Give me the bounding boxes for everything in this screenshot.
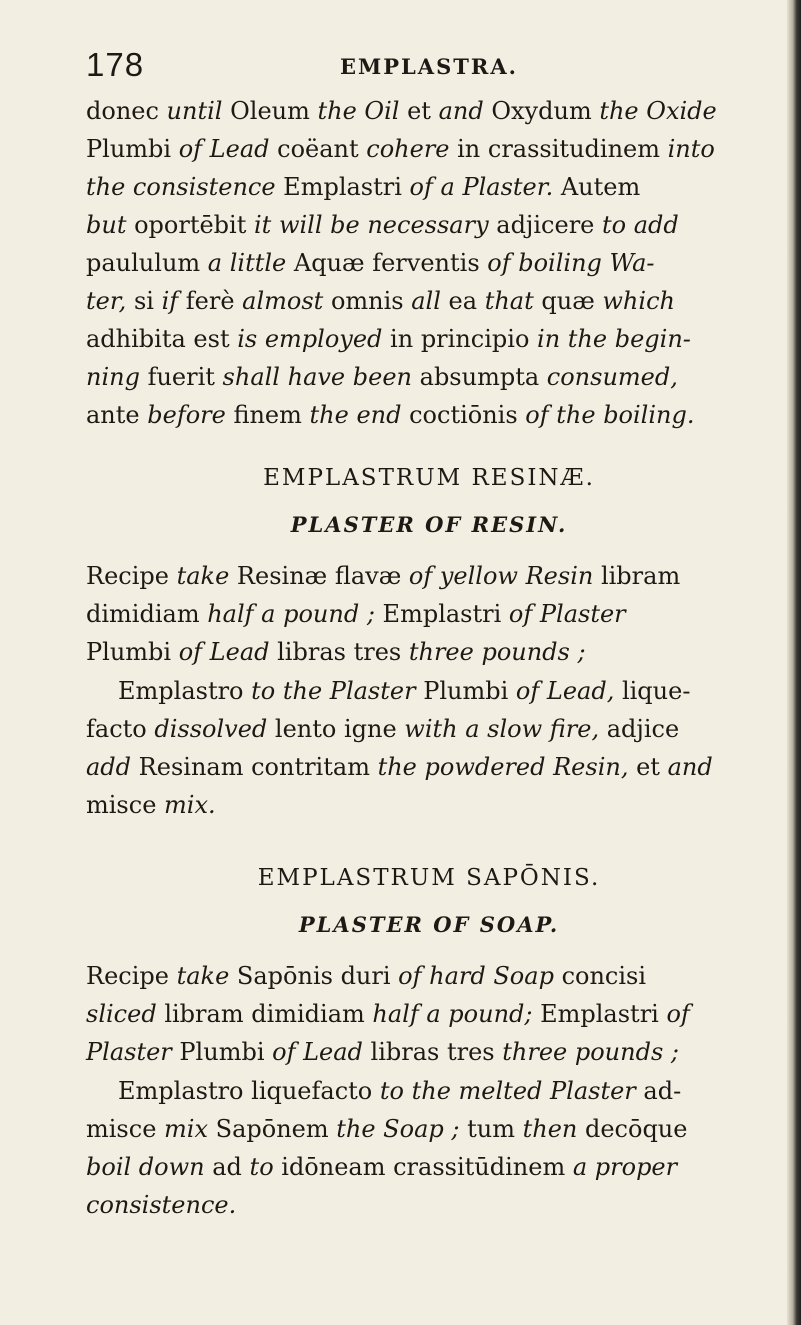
intro-paragraph — [86, 92, 772, 434]
text-line — [86, 1072, 772, 1110]
italic-run: half a pound ; — [207, 600, 375, 628]
italic-run: ter, — [86, 287, 127, 315]
text-line — [86, 1033, 772, 1071]
italic-run: the end — [309, 401, 402, 429]
italic-run: of boiling Wa- — [487, 249, 655, 277]
roman-run: oportēbit — [126, 211, 254, 239]
text-line — [86, 786, 772, 824]
roman-run: lique- — [614, 677, 691, 705]
roman-run: in principio — [382, 325, 538, 353]
roman-run: ad- — [635, 1077, 682, 1105]
roman-run: Plumbi — [415, 677, 516, 705]
roman-run: coctiōnis — [401, 401, 526, 429]
italic-run: a proper — [572, 1153, 678, 1181]
page-header — [86, 46, 766, 86]
roman-run: concisi — [553, 962, 647, 990]
roman-run: Sapōnem — [208, 1115, 337, 1143]
italic-run: of — [666, 1000, 690, 1028]
roman-run: facto — [86, 715, 155, 743]
italic-run: until — [166, 97, 223, 125]
roman-run: Oleum — [222, 97, 318, 125]
italic-run: boil down — [86, 1153, 205, 1181]
italic-run: the consistence — [86, 173, 276, 201]
text-line — [86, 1110, 772, 1148]
italic-run: the powdered Resin, — [377, 753, 629, 781]
text-line — [86, 244, 772, 282]
text-line — [86, 320, 772, 358]
italic-run: add — [86, 753, 132, 781]
text-line — [86, 130, 772, 168]
running-title: EMPLASTRA. — [340, 54, 518, 79]
soap-paragraph-1 — [86, 957, 772, 1071]
italic-run: which — [602, 287, 675, 315]
roman-run: Autem — [553, 173, 641, 201]
roman-run: Recipe — [86, 562, 177, 590]
roman-run: tum — [459, 1115, 523, 1143]
text-line — [86, 396, 772, 434]
roman-run: Emplastri — [275, 173, 410, 201]
italic-run: and — [667, 753, 713, 781]
roman-run: et — [628, 753, 668, 781]
italic-run: consumed, — [546, 363, 678, 391]
italic-run: into — [667, 135, 715, 163]
italic-run: of Plaster — [508, 600, 626, 628]
roman-run: paululum — [86, 249, 208, 277]
roman-run: Emplastri — [374, 600, 509, 628]
text-line — [86, 1186, 772, 1224]
italic-run: three pounds ; — [502, 1038, 679, 1066]
roman-run: decōque — [577, 1115, 688, 1143]
italic-run: shall have been — [222, 363, 412, 391]
italic-run: it will be necessary — [254, 211, 489, 239]
roman-run: finem — [225, 401, 310, 429]
text-line — [86, 358, 772, 396]
italic-run: consistence. — [86, 1191, 237, 1219]
roman-run: adhibita est — [86, 325, 238, 353]
italic-run: and — [438, 97, 484, 125]
roman-run: fuerit — [139, 363, 223, 391]
roman-run: lento igne — [267, 715, 405, 743]
roman-run: Resinam contritam — [131, 753, 378, 781]
section-heading-soap: EMPLASTRUM SAPŌNIS. — [257, 865, 601, 891]
roman-run: Emplastro liquefacto — [118, 1077, 380, 1105]
roman-run: ferè — [178, 287, 243, 315]
italic-run: if — [161, 287, 179, 315]
italic-run: of Lead — [178, 638, 270, 666]
roman-run: si — [126, 287, 162, 315]
roman-run: Plumbi — [86, 638, 179, 666]
italic-run: of a Plaster. — [409, 173, 554, 201]
italic-run: almost — [242, 287, 324, 315]
section-subheading-resin: PLASTER OF RESIN. — [290, 512, 568, 537]
italic-run: of Lead — [272, 1038, 363, 1066]
italic-run: but — [86, 211, 127, 239]
italic-run: dissolved — [154, 715, 268, 743]
italic-run: to the melted Plaster — [379, 1077, 636, 1105]
italic-run: half a pound; — [372, 1000, 533, 1028]
resin-paragraph-2 — [86, 672, 772, 824]
text-line — [86, 748, 772, 786]
roman-run: ad — [204, 1153, 250, 1181]
italic-run: the Soap ; — [336, 1115, 460, 1143]
roman-run: ea — [440, 287, 485, 315]
text-line — [86, 633, 772, 671]
section-subheading-soap: PLASTER OF SOAP. — [298, 912, 560, 937]
roman-run: Resinæ flavæ — [229, 562, 409, 590]
roman-run: coëant — [269, 135, 367, 163]
text-line — [86, 1148, 772, 1186]
roman-run: omnis — [323, 287, 412, 315]
italic-run: of the boiling. — [525, 401, 695, 429]
italic-run: mix — [164, 1115, 208, 1143]
roman-run: libram dimidiam — [156, 1000, 373, 1028]
italic-run: three pounds ; — [408, 638, 586, 666]
page-number: 178 — [86, 46, 145, 83]
roman-run: adjicere — [488, 211, 602, 239]
roman-run: libram — [593, 562, 681, 590]
italic-run: of hard Soap — [398, 962, 554, 990]
italic-run: a little — [207, 249, 287, 277]
italic-run: sliced — [86, 1000, 157, 1028]
italic-run: the Oxide — [599, 97, 717, 125]
roman-run: libras tres — [362, 1038, 503, 1066]
roman-run: idōneam crassitūdinem — [273, 1153, 573, 1181]
roman-run: absumpta — [412, 363, 547, 391]
roman-run: Oxydum — [483, 97, 600, 125]
italic-run: with a slow fire, — [404, 715, 600, 743]
italic-run: to — [249, 1153, 274, 1181]
roman-run: Aquæ ferventis — [286, 249, 488, 277]
roman-run: donec — [86, 97, 167, 125]
italic-run: of Lead — [178, 135, 270, 163]
italic-run: take — [176, 562, 230, 590]
italic-run: then — [522, 1115, 578, 1143]
roman-run: Emplastri — [532, 1000, 667, 1028]
roman-run: libras tres — [269, 638, 409, 666]
italic-run: that — [484, 287, 534, 315]
italic-run: ning — [86, 363, 140, 391]
roman-run: misce — [86, 791, 165, 819]
italic-run: of yellow Resin — [408, 562, 594, 590]
text-line — [86, 595, 772, 633]
italic-run: to the Plaster — [251, 677, 416, 705]
roman-run: ante — [86, 401, 148, 429]
italic-run: in the begin- — [537, 325, 691, 353]
italic-run: all — [411, 287, 441, 315]
page-edge-shadow — [787, 0, 801, 1325]
roman-run: adjice — [599, 715, 680, 743]
text-line — [86, 168, 772, 206]
italic-run: before — [147, 401, 226, 429]
italic-run: the Oil — [317, 97, 400, 125]
roman-run: in crassitudinem — [449, 135, 668, 163]
roman-run: dimidiam — [86, 600, 208, 628]
italic-run: cohere — [366, 135, 450, 163]
roman-run: Sapōnis duri — [229, 962, 399, 990]
roman-run: et — [399, 97, 439, 125]
text-line — [86, 92, 772, 130]
text-line — [86, 206, 772, 244]
italic-run: to add — [602, 211, 679, 239]
roman-run: Emplastro — [118, 677, 252, 705]
italic-run: of Lead, — [515, 677, 615, 705]
text-line — [86, 957, 772, 995]
resin-paragraph-1 — [86, 557, 772, 671]
roman-run: Plumbi — [86, 135, 179, 163]
italic-run: Plaster — [86, 1038, 172, 1066]
roman-run: misce — [86, 1115, 165, 1143]
text-line — [86, 282, 772, 320]
roman-run: Plumbi — [171, 1038, 273, 1066]
text-line — [86, 710, 772, 748]
roman-run: Recipe — [86, 962, 177, 990]
text-line — [86, 672, 772, 710]
text-line — [86, 557, 772, 595]
text-line — [86, 995, 772, 1033]
italic-run: mix. — [164, 791, 216, 819]
italic-run: take — [176, 962, 230, 990]
roman-run: quæ — [533, 287, 603, 315]
italic-run: is employed — [237, 325, 383, 353]
soap-paragraph-2 — [86, 1072, 772, 1224]
section-heading-resin: EMPLASTRUM RESINÆ. — [263, 465, 595, 491]
